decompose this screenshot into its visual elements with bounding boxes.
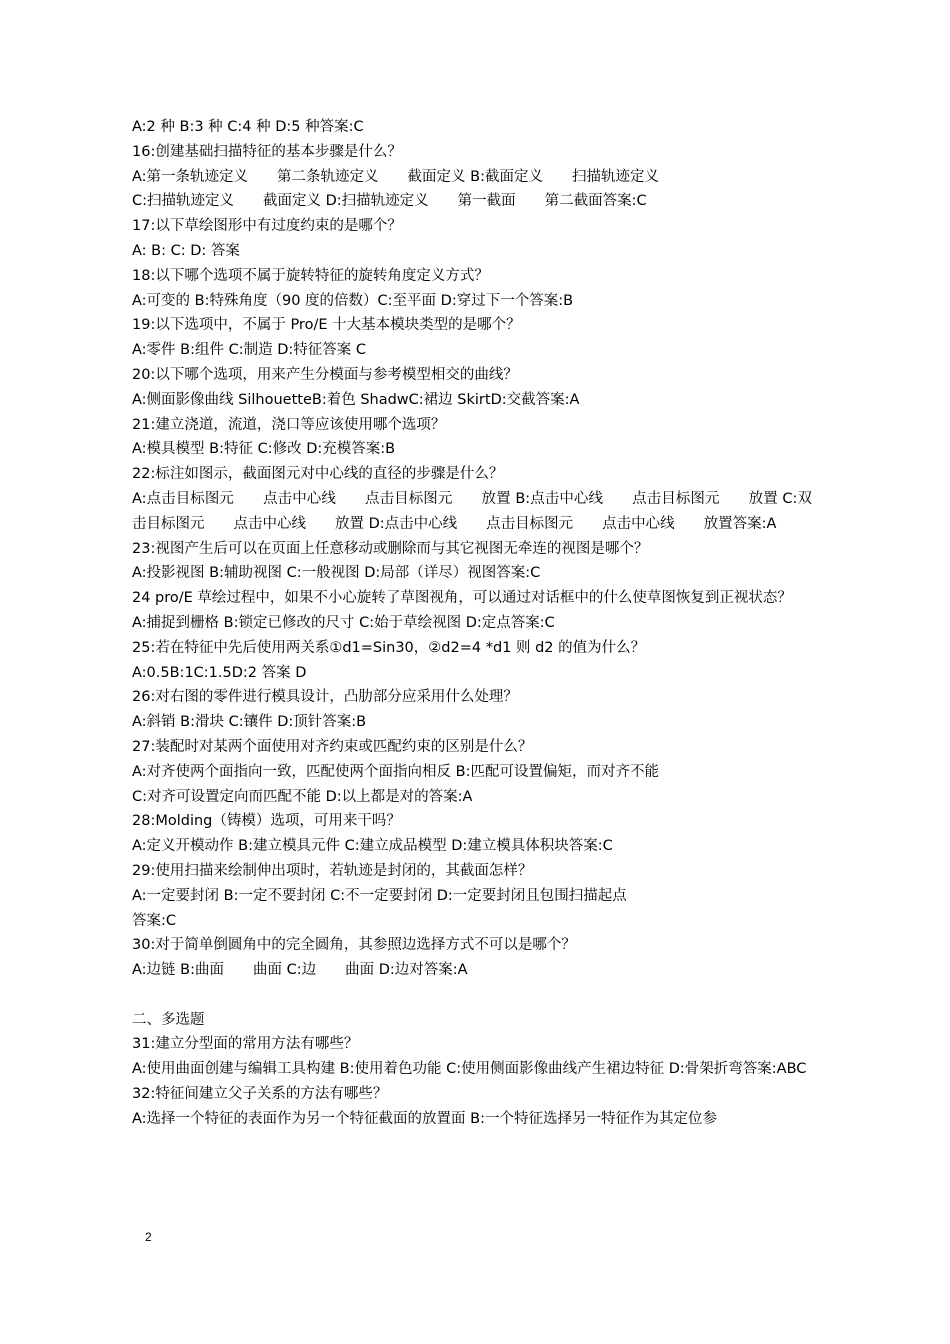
text-line: A: B: C: D: 答案 bbox=[132, 242, 240, 259]
question-20: 20:以下哪个选项，用来产生分模面与参考模型相交的曲线？ bbox=[132, 366, 518, 383]
text-line: A:选择一个特征的表面作为另一个特征截面的放置面 B:一个特征选择另一特征作为其定位参 bbox=[132, 1110, 717, 1127]
text-line: A:斜销 B:滑块 C:镶件 D:顶针答案:B bbox=[132, 714, 367, 731]
question-16: 16:创建基础扫描特征的基本步骤是什么？ bbox=[132, 143, 402, 160]
question-28: 28:Molding（铸模）选项，可用来干吗？ bbox=[132, 813, 401, 830]
question-31: 31:建立分型面的常用方法有哪些？ bbox=[132, 1036, 359, 1053]
question-27: 27:装配时对某两个面使用对齐约束或匹配约束的区别是什么？ bbox=[132, 738, 533, 755]
text-line: A:捕捉到栅格 B:锁定已修改的尺寸 C:始于草绘视图 D:定点答案:C bbox=[132, 614, 555, 631]
question-24: 24 pro/E 草绘过程中，如果不小心旋转了草图视角，可以通过对话框中的什么使草图恢复到正视状态？ bbox=[132, 590, 792, 607]
question-23: 23:视图产生后可以在页面上任意移动或删除而与其它视图无牵连的视图是哪个？ bbox=[132, 540, 649, 557]
text-line: A:一定要封闭 B:一定不要封闭 C:不一定要封闭 D:一定要封闭且包围扫描起点 bbox=[132, 887, 627, 904]
question-21: 21:建立浇道，流道，浇口等应该使用哪个选项？ bbox=[132, 416, 446, 433]
question-29: 29:使用扫描来绘制伸出项时，若轨迹是封闭的，其截面怎样？ bbox=[132, 862, 533, 879]
question-17: 17:以下草绘图形中有过度约束的是哪个？ bbox=[132, 218, 402, 235]
document-body bbox=[132, 115, 812, 1132]
text-line: A:可变的 B:特殊角度（90 度的倍数）C:至平面 D:穿过下一个答案:B bbox=[132, 292, 574, 309]
text-paragraph: A:点击目标图元 点击中心线 点击目标图元 放置 B:点击中心线 点击目标图元 放置 C:双击目标图元 点击中心线 放置 D:点击中心线 点击目标图元 点击中心线 放置答案:A bbox=[132, 490, 812, 532]
text-line: A:零件 B:组件 C:制造 D:特征答案 C bbox=[132, 342, 367, 359]
question-26: 26:对右图的零件进行模具设计，凸肋部分应采用什么处理？ bbox=[132, 689, 518, 706]
text-line: C:对齐可设置定向而匹配不能 D:以上都是对的答案:A bbox=[132, 788, 473, 805]
blank-line bbox=[132, 983, 812, 1008]
text-line: 答案:C bbox=[132, 912, 177, 929]
text-line: A:模具模型 B:特征 C:修改 D:充模答案:B bbox=[132, 441, 396, 458]
question-30: 30:对于简单倒圆角中的完全圆角，其参照边选择方式不可以是哪个？ bbox=[132, 937, 576, 954]
question-25: 25:若在特征中先后使用两关系①d1=Sin30，②d2=4 *d1 则 d2 的值为什么？ bbox=[132, 639, 646, 656]
question-22: 22:标注如图示，截面图元对中心线的直径的步骤是什么？ bbox=[132, 466, 504, 483]
text-paragraph: A:使用曲面创建与编辑工具构建 B:使用着色功能 C:使用侧面影像曲线产生裙边特征 D:骨架折弯答案:ABC bbox=[132, 1061, 807, 1078]
text-line: A:对齐使两个面指向一致，匹配使两个面指向相反 B:匹配可设置偏矩，而对齐不能 bbox=[132, 763, 659, 780]
section-heading: 二、多选题 bbox=[132, 1011, 205, 1028]
text-line: A:0.5B:1C:1.5D:2 答案 D bbox=[132, 664, 307, 681]
text-line: A:2 种 B:3 种 C:4 种 D:5 种答案:C bbox=[132, 119, 364, 135]
text-line: A:定义开模动作 B:建立模具元件 C:建立成品模型 D:建立模具体积块答案:C bbox=[132, 838, 613, 855]
text-line: A:侧面影像曲线 SilhouetteB:着色 ShadwC:裙边 SkirtD:交截答案:A bbox=[132, 391, 580, 408]
question-19: 19:以下选项中，不属于 Pro/E 十大基本模块类型的是哪个？ bbox=[132, 317, 521, 334]
question-32: 32:特征间建立父子关系的方法有哪些？ bbox=[132, 1086, 388, 1103]
text-line: A:第一条轨迹定义 第二条轨迹定义 截面定义 B:截面定义 扫描轨迹定义 bbox=[132, 168, 659, 185]
page-number: 2 bbox=[145, 1230, 152, 1244]
text-line: C:扫描轨迹定义 截面定义 D:扫描轨迹定义 第一截面 第二截面答案:C bbox=[132, 193, 647, 210]
text-line: A:投影视图 B:辅助视图 C:一般视图 D:局部（详尽）视图答案:C bbox=[132, 565, 541, 582]
question-18: 18:以下哪个选项不属于旋转特征的旋转角度定义方式？ bbox=[132, 267, 489, 284]
text-line: A:边链 B:曲面 曲面 C:边 曲面 D:边对答案:A bbox=[132, 962, 468, 979]
